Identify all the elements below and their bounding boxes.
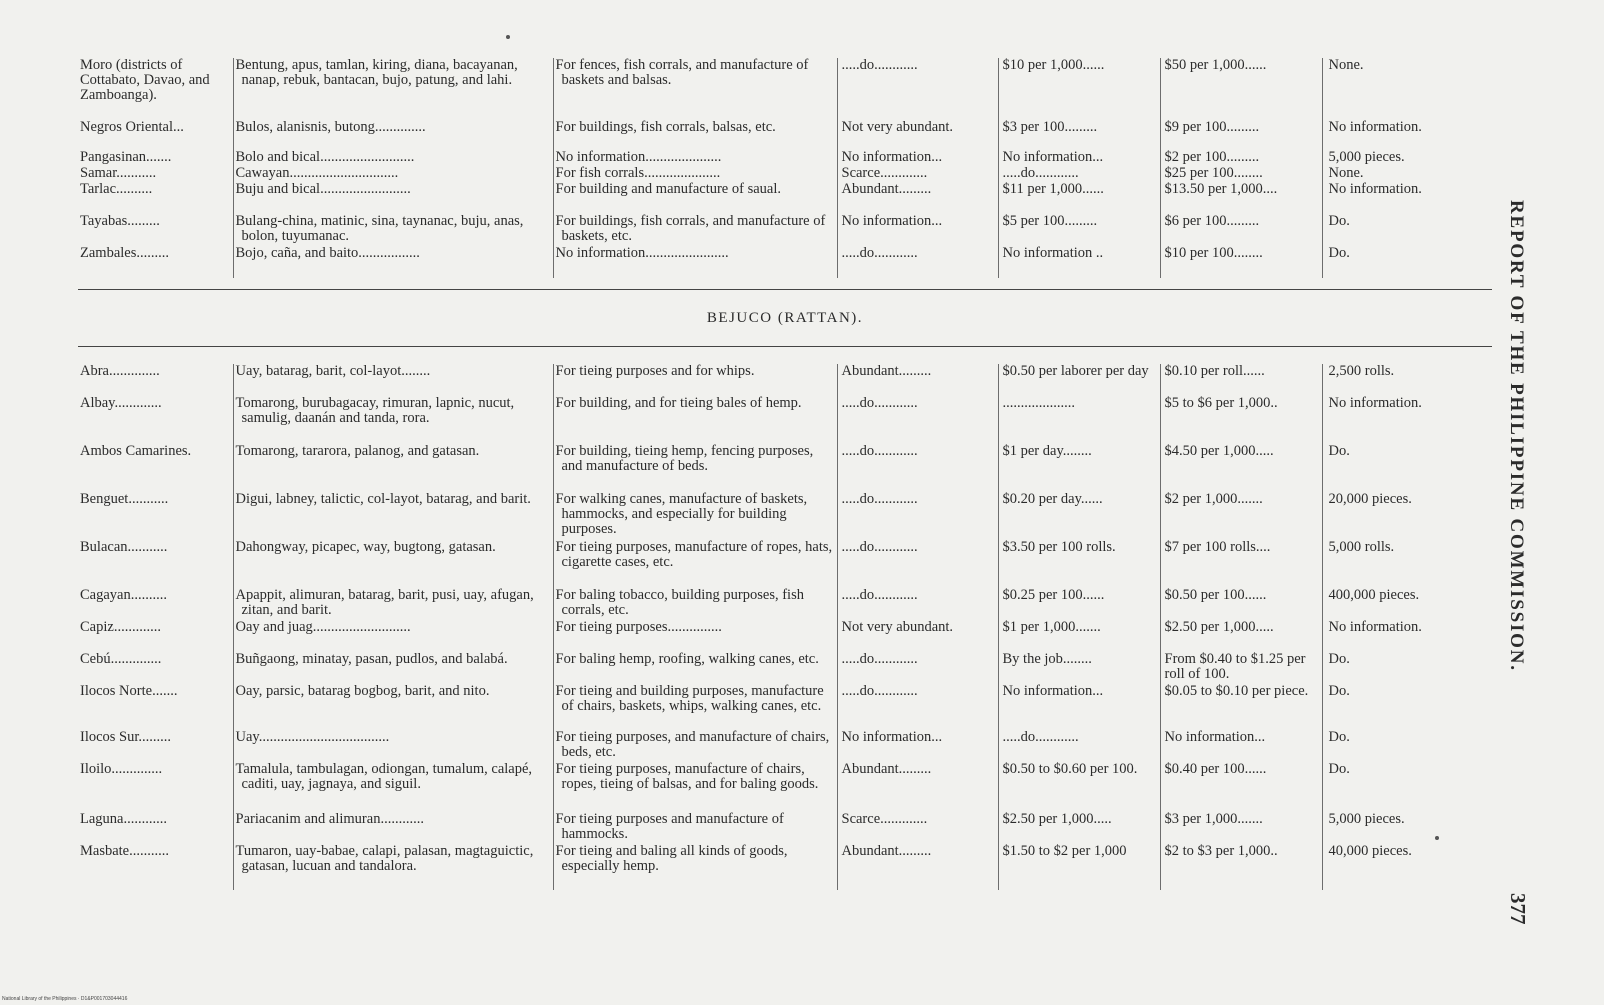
cell-cost-cutting: $10 per 1,000......: [998, 58, 1160, 120]
footer-credit: National Library of the Philippines · D1&P001703044416: [2, 996, 128, 1002]
cell-species: Oay and juag...........................: [233, 620, 553, 652]
cell-market-price: $0.05 to $0.10 per piece.: [1160, 684, 1322, 730]
cell-province: Zambales.........: [80, 246, 169, 261]
cell-abundance: Abundant.........: [837, 762, 998, 812]
cell-abundance: .....do............: [837, 540, 998, 588]
cell-cost-cutting: $1 per day........: [998, 444, 1160, 492]
cell-abundance: Abundant.........: [837, 364, 998, 396]
cell-quantity: None.: [1322, 58, 1480, 120]
cell-uses: For building and manufacture of saual.: [553, 182, 837, 214]
cell-abundance: No information...: [837, 150, 998, 166]
cell-abundance: Abundant.........: [837, 844, 998, 890]
cell-species: Bojo, caña, and baito.................: [233, 246, 553, 278]
cell-province: Negros Oriental...: [80, 120, 184, 135]
cell-abundance: Scarce.............: [837, 812, 998, 844]
cell-quantity: No information.: [1322, 396, 1480, 444]
cell-abundance: No information...: [837, 730, 998, 762]
cell-uses: For tieing purposes...............: [553, 620, 837, 652]
cell-market-price: $2 per 1,000.......: [1160, 492, 1322, 540]
cell-uses: For tieing and building purposes, manufacture of chairs, baskets, whips, walking canes, etc.: [553, 684, 837, 730]
cell-province: Ilocos Sur.........: [80, 730, 172, 745]
cell-quantity: Do.: [1322, 730, 1480, 762]
cell-abundance: Not very abundant.: [837, 120, 998, 150]
cell-quantity: Do.: [1322, 652, 1480, 684]
cell-quantity: No information.: [1322, 620, 1480, 652]
cell-quantity: 5,000 rolls.: [1322, 540, 1480, 588]
cell-cost-cutting: No information...: [998, 150, 1160, 166]
page-number: 377: [1506, 893, 1530, 925]
cell-species: Bulos, alanisnis, butong..............: [233, 120, 553, 150]
cell-uses: For walking canes, manufacture of baskets, hammocks, and especially for building purposes.: [553, 492, 837, 540]
table-row: [76, 812, 1480, 844]
cell-cost-cutting: .....do............: [998, 730, 1160, 762]
cell-province: Cagayan..........: [80, 588, 167, 603]
cell-quantity: 2,500 rolls.: [1322, 364, 1480, 396]
cell-uses: For building, tieing hemp, fencing purposes, and manufacture of beds.: [553, 444, 837, 492]
table-row: [76, 246, 1480, 278]
cell-cost-cutting: $3 per 100.........: [998, 120, 1160, 150]
cell-province: Moro (districts of Cottabato, Davao, and Zamboanga).: [80, 58, 210, 103]
table-row: [76, 58, 1480, 120]
cell-uses: For tieing purposes, manufacture of chairs, ropes, tieing of balsas, and for baling goods.: [553, 762, 837, 812]
cell-species: Pariacanim and alimuran............: [233, 812, 553, 844]
cell-province: Ambos Camarines.: [80, 444, 192, 459]
cell-uses: For buildings, fish corrals, and manufacture of baskets, etc.: [553, 214, 837, 246]
ink-speck: [506, 35, 510, 39]
table-row: [76, 364, 1480, 396]
cell-market-price: $7 per 100 rolls....: [1160, 540, 1322, 588]
cell-uses: For fences, fish corrals, and manufacture of baskets and balsas.: [553, 58, 837, 120]
cell-quantity: Do.: [1322, 684, 1480, 730]
section-rule-top: [78, 289, 1492, 290]
table-row: [76, 492, 1480, 540]
cell-species: Buju and bical.........................: [233, 182, 553, 214]
cell-abundance: .....do............: [837, 652, 998, 684]
cell-market-price: $25 per 100........: [1160, 166, 1322, 182]
cell-market-price: $2 to $3 per 1,000..: [1160, 844, 1322, 890]
cell-abundance: Scarce.............: [837, 166, 998, 182]
cell-abundance: .....do............: [837, 246, 998, 278]
cell-market-price: $6 per 100.........: [1160, 214, 1322, 246]
section-rule-bottom: [78, 346, 1492, 347]
table-row: [76, 444, 1480, 492]
cell-market-price: $0.40 per 100......: [1160, 762, 1322, 812]
cell-species: Uay....................................: [233, 730, 553, 762]
cell-quantity: None.: [1322, 166, 1480, 182]
cell-province: Benguet...........: [80, 492, 169, 507]
timber-table: [76, 58, 1480, 278]
cell-province: Capiz.............: [80, 620, 161, 635]
cell-market-price: $2.50 per 1,000.....: [1160, 620, 1322, 652]
cell-cost-cutting: $11 per 1,000......: [998, 182, 1160, 214]
table-row: [76, 396, 1480, 444]
cell-market-price: $9 per 100.........: [1160, 120, 1322, 150]
cell-market-price: $10 per 100........: [1160, 246, 1322, 278]
cell-cost-cutting: $5 per 100.........: [998, 214, 1160, 246]
cell-cost-cutting: $0.25 per 100......: [998, 588, 1160, 620]
table-row: [76, 120, 1480, 150]
cell-species: Bulang-china, matinic, sina, taynanac, buju, anas, bolon, tuyumanac.: [233, 214, 553, 246]
cell-quantity: Do.: [1322, 246, 1480, 278]
cell-cost-cutting: .....do............: [998, 166, 1160, 182]
cell-cost-cutting: No information ..: [998, 246, 1160, 278]
cell-cost-cutting: $2.50 per 1,000.....: [998, 812, 1160, 844]
cell-uses: For baling hemp, roofing, walking canes, etc.: [553, 652, 837, 684]
cell-species: Apappit, alimuran, batarag, barit, pusi, uay, afugan, zitan, and barit.: [233, 588, 553, 620]
cell-uses: For buildings, fish corrals, balsas, etc.: [553, 120, 837, 150]
cell-province: Pangasinan.......: [80, 150, 172, 165]
cell-abundance: No information...: [837, 214, 998, 246]
cell-uses: No information.......................: [553, 246, 837, 278]
cell-species: Bolo and bical..........................: [233, 150, 553, 166]
cell-cost-cutting: $1.50 to $2 per 1,000: [998, 844, 1160, 890]
cell-quantity: No information.: [1322, 182, 1480, 214]
cell-species: Digui, labney, talictic, col-layot, batarag, and barit.: [233, 492, 553, 540]
table-row: [76, 844, 1480, 890]
cell-market-price: $2 per 100.........: [1160, 150, 1322, 166]
cell-quantity: 5,000 pieces.: [1322, 150, 1480, 166]
cell-cost-cutting: $1 per 1,000.......: [998, 620, 1160, 652]
table-row: [76, 620, 1480, 652]
cell-abundance: .....do............: [837, 58, 998, 120]
cell-quantity: 40,000 pieces.: [1322, 844, 1480, 890]
cell-uses: For tieing and baling all kinds of goods, especially hemp.: [553, 844, 837, 890]
cell-species: Buñgaong, minatay, pasan, pudlos, and balabá.: [233, 652, 553, 684]
cell-cost-cutting: $0.20 per day......: [998, 492, 1160, 540]
cell-quantity: 400,000 pieces.: [1322, 588, 1480, 620]
cell-cost-cutting: $0.50 per laborer per day: [998, 364, 1160, 396]
cell-abundance: Abundant.........: [837, 182, 998, 214]
cell-abundance: Not very abundant.: [837, 620, 998, 652]
cell-quantity: 5,000 pieces.: [1322, 812, 1480, 844]
cell-province: Bulacan...........: [80, 540, 168, 555]
cell-uses: For baling tobacco, building purposes, fish corrals, etc.: [553, 588, 837, 620]
section-title: BEJUCO (RATTAN).: [706, 310, 864, 326]
cell-market-price: No information...: [1160, 730, 1322, 762]
cell-species: Cawayan..............................: [233, 166, 553, 182]
cell-species: Uay, batarag, barit, col-layot........: [233, 364, 553, 396]
cell-province: Abra..............: [80, 364, 160, 379]
cell-market-price: $0.50 per 100......: [1160, 588, 1322, 620]
cell-species: Tumaron, uay-babae, calapi, palasan, magtaguictic, gatasan, lucuan and tandalora.: [233, 844, 553, 890]
cell-province: Samar...........: [80, 166, 157, 181]
cell-province: Tayabas.........: [80, 214, 160, 229]
cell-abundance: .....do............: [837, 684, 998, 730]
cell-uses: For fish corrals.....................: [553, 166, 837, 182]
cell-uses: No information.....................: [553, 150, 837, 166]
table-row: [76, 182, 1480, 214]
cell-province: Albay.............: [80, 396, 162, 411]
table-row: [76, 730, 1480, 762]
cell-abundance: .....do............: [837, 492, 998, 540]
cell-province: Ilocos Norte.......: [80, 684, 178, 699]
cell-uses: For tieing purposes, and manufacture of chairs, beds, etc.: [553, 730, 837, 762]
cell-species: Dahongway, picapec, way, bugtong, gatasan.: [233, 540, 553, 588]
cell-market-price: $5 to $6 per 1,000..: [1160, 396, 1322, 444]
table-row: [76, 684, 1480, 730]
table-row: [76, 540, 1480, 588]
cell-abundance: .....do............: [837, 588, 998, 620]
cell-quantity: Do.: [1322, 762, 1480, 812]
cell-uses: For tieing purposes and manufacture of hammocks.: [553, 812, 837, 844]
cell-cost-cutting: $3.50 per 100 rolls.: [998, 540, 1160, 588]
cell-species: Tomarong, burubagacay, rimuran, lapnic, nucut, samulig, daanán and tanda, rora.: [233, 396, 553, 444]
cell-abundance: .....do............: [837, 444, 998, 492]
table-row: [76, 166, 1480, 182]
cell-uses: For tieing purposes and for whips.: [553, 364, 837, 396]
cell-quantity: Do.: [1322, 444, 1480, 492]
cell-uses: For building, and for tieing bales of hemp.: [553, 396, 837, 444]
cell-province: Tarlac..........: [80, 182, 153, 197]
ink-speck: [1435, 836, 1439, 840]
cell-market-price: $3 per 1,000.......: [1160, 812, 1322, 844]
cell-species: Bentung, apus, tamlan, kiring, diana, bacayanan, nanap, rebuk, bantacan, bujo, patung, and lahi.: [233, 58, 553, 120]
cell-market-price: $0.10 per roll......: [1160, 364, 1322, 396]
cell-species: Oay, parsic, batarag bogbog, barit, and nito.: [233, 684, 553, 730]
cell-abundance: .....do............: [837, 396, 998, 444]
cell-cost-cutting: ....................: [998, 396, 1160, 444]
cell-province: Cebú..............: [80, 652, 162, 667]
cell-species: Tamalula, tambulagan, odiongan, tumalum, calapé, caditi, uay, jagnaya, and siguil.: [233, 762, 553, 812]
cell-market-price: From $0.40 to $1.25 per roll of 100.: [1160, 652, 1322, 684]
cell-market-price: $50 per 1,000......: [1160, 58, 1322, 120]
rattan-table: [76, 364, 1480, 890]
cell-cost-cutting: By the job........: [998, 652, 1160, 684]
cell-quantity: No information.: [1322, 120, 1480, 150]
table-row: [76, 652, 1480, 684]
cell-province: Iloilo..............: [80, 762, 163, 777]
cell-cost-cutting: $0.50 to $0.60 per 100.: [998, 762, 1160, 812]
cell-quantity: 20,000 pieces.: [1322, 492, 1480, 540]
cell-quantity: Do.: [1322, 214, 1480, 246]
table-row: [76, 762, 1480, 812]
running-header: REPORT OF THE PHILIPPINE COMMISSION.: [1506, 200, 1527, 672]
cell-cost-cutting: No information...: [998, 684, 1160, 730]
cell-species: Tomarong, tararora, palanog, and gatasan.: [233, 444, 553, 492]
table-row: [76, 588, 1480, 620]
cell-province: Masbate...........: [80, 844, 169, 859]
cell-uses: For tieing purposes, manufacture of ropes, hats, cigarette cases, etc.: [553, 540, 837, 588]
cell-market-price: $4.50 per 1,000.....: [1160, 444, 1322, 492]
cell-province: Laguna............: [80, 812, 167, 827]
cell-market-price: $13.50 per 1,000....: [1160, 182, 1322, 214]
table-row: [76, 214, 1480, 246]
table-row: [76, 150, 1480, 166]
